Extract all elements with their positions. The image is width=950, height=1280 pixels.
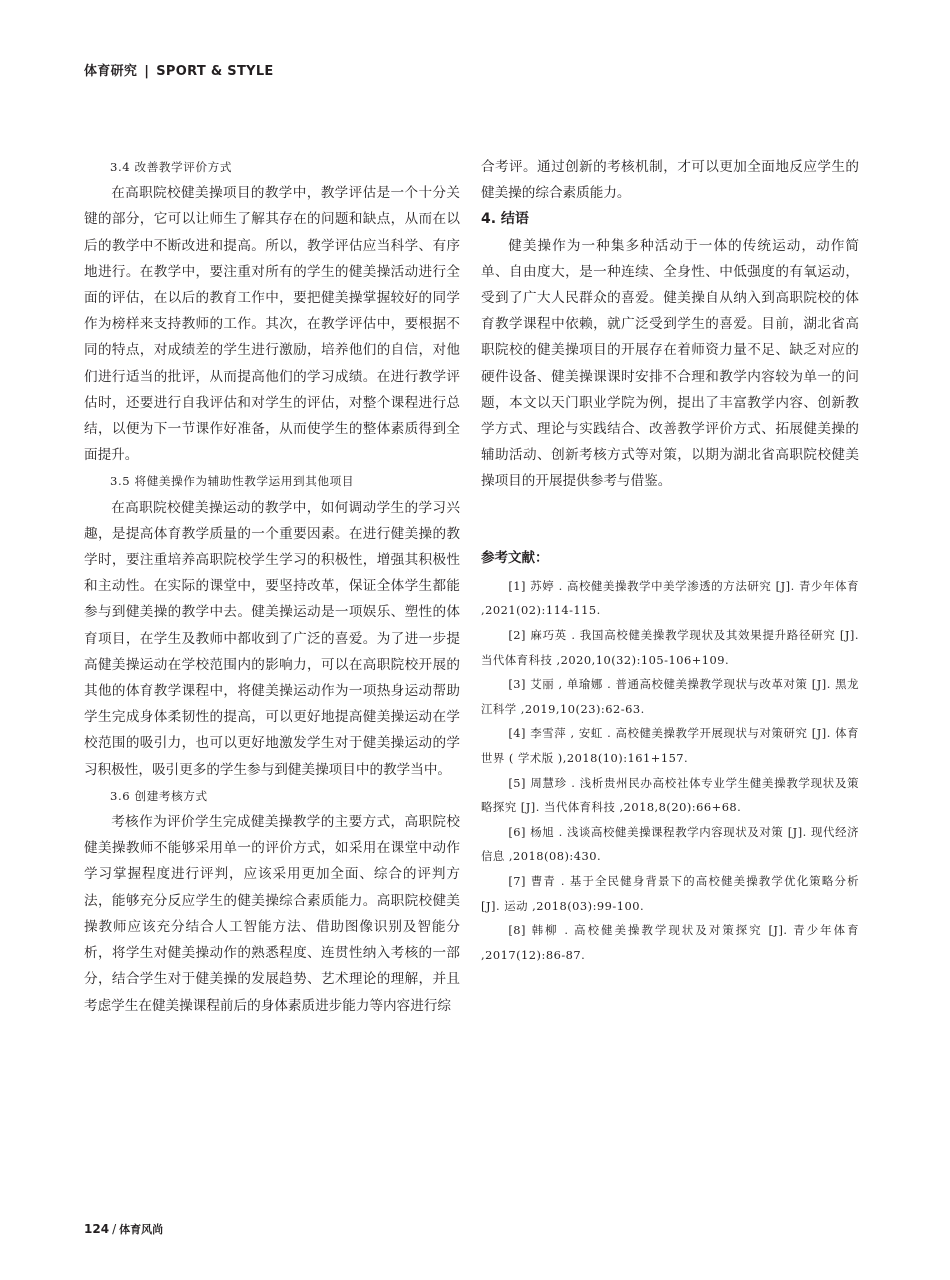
section-3-4-title: 3.4 改善教学评价方式: [110, 160, 233, 174]
section-3-6-title: 3.6 创建考核方式: [110, 788, 208, 803]
left-column: [84, 154, 460, 1019]
header-separator: |: [144, 64, 150, 79]
reference-item: [3] 艾丽 , 单瑜娜 . 普通高校健美操教学现状与改革对策 [J]. 黑龙江科学 ,2019,10(23):62-63.: [481, 677, 859, 716]
journal-title-en: SPORT & STYLE: [156, 64, 274, 79]
section-3-6-continued: 合考评。通过创新的考核机制，才可以更加全面地反应学生的健美操的综合素质能力。: [481, 159, 859, 202]
right-column: [481, 154, 859, 967]
section-3-4-body: 在高职院校健美操项目的教学中，教学评估是一个十分关键的部分，它可以让师生了解其存在的问题和缺点，从而在以后的教学中不断改进和提高。所以，教学评估应当科学、有序地进行。在教学中，要注重对所有的学生的健美操活动进行全面的评估，在以后的教育工作中，要把健美操掌握较好的同学作为榜样来支持教师的工作。其次，在教学评估中，要根据不同的特点，对成绩差的学生进行激励，培养他们的自信，对他们进行适当的批评，从而提高他们的学习成绩。在进行教学评估时，还要进行自我评估和对学生的评估，对整个课程进行总结，以便为下一节课作好准备，从而使学生的整体素质得到全面提升。: [84, 185, 460, 464]
reference-item: [2] 麻巧英 . 我国高校健美操教学现状及其效果提升路径研究 [J]. 当代体育科技 ,2020,10(32):105-106+109.: [481, 628, 859, 667]
reference-item: [4] 李雪萍 , 安虹 . 高校健美操教学开展现状与对策研究 [J]. 体育世界 ( 学术版 ),2018(10):161+157.: [481, 726, 859, 765]
references-heading: 参考文献：: [481, 549, 549, 566]
running-head: [84, 60, 274, 79]
reference-item: [1] 苏婷 . 高校健美操教学中美学渗透的方法研究 [J]. 青少年体育 ,2021(02):114-115.: [481, 578, 859, 618]
reference-list: [481, 574, 859, 968]
journal-title-cn: 体育研究: [84, 64, 138, 79]
magazine-name: 体育风尚: [119, 1223, 164, 1236]
reference-item: [8] 韩柳 . 高校健美操教学现状及对策探究 [J]. 青少年体育 ,2017(12):86-87.: [481, 923, 859, 962]
footer-slash: /: [112, 1222, 117, 1236]
section-3-6-body: 考核作为评价学生完成健美操教学的主要方式，高职院校健美操教师不能够采用单一的评价方式，如采用在课堂中动作学习掌握程度进行评判，应该采用更加全面、综合的评判方法，能够充分反应学生的健美操综合素质能力。高职院校健美操教师应该充分结合人工智能方法、借助图像识别及智能分析，将学生对健美操动作的熟悉程度、连贯性纳入考核的一部分，结合学生对于健美操的发展趋势、艺术理论的理解，并且考虑学生在健美操课程前后的身体素质进步能力等内容进行综: [84, 814, 460, 1014]
page-number: 124: [84, 1222, 110, 1236]
section-3-5-title: 3.5 将健美操作为辅助性教学运用到其他项目: [110, 474, 355, 489]
reference-item: [7] 曹青 . 基于全民健身背景下的高校健美操教学优化策略分析 [J]. 运动 ,2018(03):99-100.: [481, 873, 859, 913]
reference-item: [6] 杨旭 . 浅谈高校健美操课程教学内容现状及对策 [J]. 现代经济信息 ,2018(08):430.: [481, 824, 859, 864]
section-3-5-body: 在高职院校健美操运动的教学中，如何调动学生的学习兴趣，是提高体育教学质量的一个重要因素。在进行健美操的教学时，要注重培养高职院校学生学习的积极性，增强其积极性和主动性。在实际的课堂中，要坚持改革，保证全体学生都能参与到健美操的教学中去。健美操运动是一项娱乐、塑性的体育项目，在学生及教师中都收到了广泛的喜爱。为了进一步提高健美操运动在学校范围内的影响力，可以在高职院校开展的其他的体育教学课程中，将健美操运动作为一项热身运动帮助学生完成身体柔韧性的提高，可以更好地提高健美操运动在学校范围的吸引力，也可以更好地激发学生对于健美操运动的学习积极性，吸引更多的学生参与到健美操项目中的教学当中。: [84, 499, 460, 778]
section-4-title: 4. 结语: [481, 211, 529, 228]
section-4-body: 健美操作为一种集多种活动于一体的传统运动，动作简单、自由度大，是一种连续、全身性、中低强度的有氧运动，受到了广大人民群众的喜爱。健美操自从纳入到高职院校的体育教学课程中依赖，就广泛受到学生的喜爱。目前，湖北省高职院校的健美操项目的开展存在着师资力量不足、缺乏对应的硬件设备、健美操课课时安排不合理和教学内容较为单一的问题，本文以天门职业学院为例，提出了丰富教学内容、创新教学方式、理论与实践结合、改善教学评价方式、拓展健美操的辅助活动、创新考核方式等对策，以期为湖北省高职院校健美操项目的开展提供参考与借鉴。: [481, 237, 859, 490]
page-footer: [84, 1221, 163, 1237]
reference-item: [5] 周慧珍 . 浅析贵州民办高校社体专业学生健美操教学现状及策略探究 [J]. 当代体育科技 ,2018,8(20):66+68.: [481, 775, 859, 815]
